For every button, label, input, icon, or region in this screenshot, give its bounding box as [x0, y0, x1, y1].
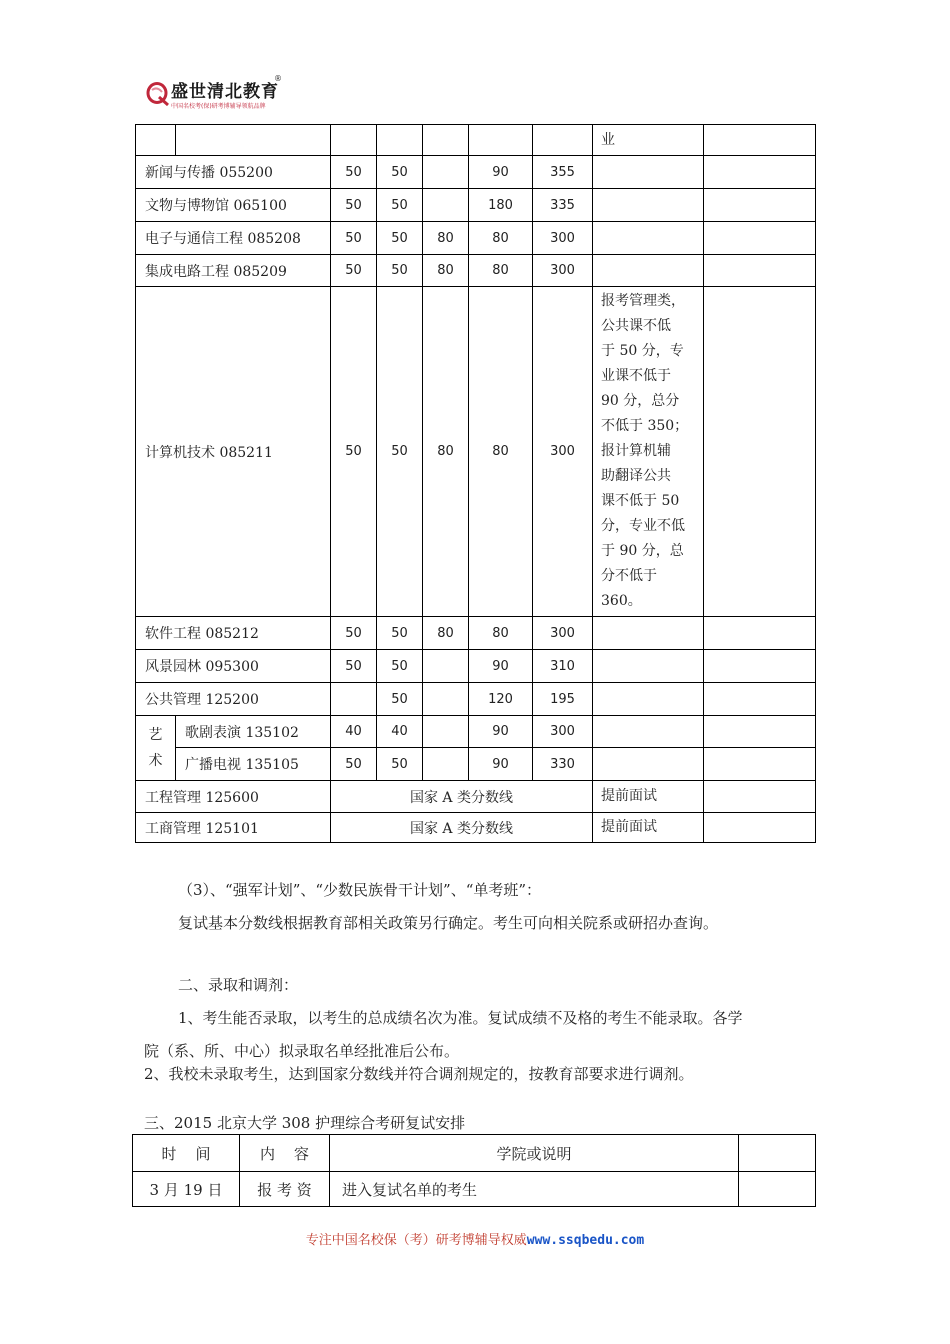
paragraph-retest-line: 复试基本分数线根据教育部相关政策另行确定。考生可向相关院系或研招办查询。: [178, 914, 719, 932]
total-cell: 300: [533, 617, 593, 650]
national-line-cell: 国家 A 类分数线: [331, 813, 593, 843]
paragraph-admission-1a: 1、考生能否录取，以考生的总成绩名次为准。复试成绩不及格的考生不能录取。各学: [178, 1009, 743, 1027]
schedule-description: 进入复试名单的考生: [330, 1172, 739, 1207]
schedule-extra: [739, 1172, 816, 1207]
score-cell: [423, 716, 469, 748]
program-name: 工商管理 125101: [136, 813, 331, 843]
score-cell: 40: [331, 716, 377, 748]
column-header-content: 内 容: [240, 1135, 330, 1172]
note-line: 于 90 分，总: [601, 543, 684, 559]
program-name: 公共管理 125200: [136, 683, 331, 716]
score-cell: 180: [469, 189, 533, 222]
score-cell: 80: [423, 617, 469, 650]
table-row: [136, 255, 816, 287]
art-label-char: 艺: [148, 727, 163, 743]
score-cell: 50: [377, 683, 423, 716]
footer-tagline: 专注中国名校保（考）研考博辅导权威: [305, 1233, 527, 1248]
total-cell: 195: [533, 683, 593, 716]
table-row: [136, 716, 816, 748]
note-cell: 提前面试: [593, 813, 704, 843]
program-name: 歌剧表演 135102: [176, 716, 331, 748]
program-name: 风景园林 095300: [136, 650, 331, 683]
table-row: [136, 189, 816, 222]
score-cell: 50: [377, 617, 423, 650]
table-header-row: [133, 1135, 816, 1172]
note-line: 报考管理类，: [601, 293, 685, 309]
table-row: [136, 156, 816, 189]
program-name: 工程管理 125600: [136, 781, 331, 813]
note-cell: 提前面试: [593, 781, 704, 813]
note-cell: [593, 287, 704, 617]
score-cell: 50: [331, 255, 377, 287]
art-label-char: 术: [148, 753, 163, 769]
paragraph-admission-1b: 院（系、所、中心）拟录取名单经批准后公布。: [144, 1042, 460, 1060]
national-line-cell: 国家 A 类分数线: [331, 781, 593, 813]
program-name: 电子与通信工程 085208: [136, 222, 331, 255]
score-cell: 90: [469, 716, 533, 748]
score-cell: 80: [423, 255, 469, 287]
program-name: 新闻与传播 055200: [136, 156, 331, 189]
score-cell: 80: [469, 287, 533, 617]
score-cell: 50: [377, 189, 423, 222]
total-cell: 310: [533, 650, 593, 683]
total-cell: 330: [533, 748, 593, 781]
brand-slogan: 中国名校考(保)研考博辅导领航品牌: [171, 103, 266, 110]
brand-q-logo-icon: [146, 80, 170, 106]
score-cell: [423, 683, 469, 716]
program-name: 广播电视 135105: [176, 748, 331, 781]
score-cell: 50: [377, 255, 423, 287]
table-row: [136, 125, 816, 156]
schedule-date: 3 月 19 日: [133, 1172, 240, 1207]
program-name: 集成电路工程 085209: [136, 255, 331, 287]
score-line-table: [135, 124, 816, 843]
score-cell: 50: [377, 650, 423, 683]
score-cell: 50: [331, 287, 377, 617]
page-footer: [0, 1229, 950, 1248]
table-row: [136, 650, 816, 683]
score-cell: 40: [377, 716, 423, 748]
score-cell: 80: [469, 617, 533, 650]
score-cell: 50: [331, 748, 377, 781]
art-group-label: [136, 716, 176, 781]
score-cell: [423, 650, 469, 683]
note-line: 业课不低于: [601, 368, 671, 384]
table-row: [136, 813, 816, 843]
score-cell: 80: [423, 222, 469, 255]
score-cell: [423, 748, 469, 781]
note-line: 90 分，总分: [601, 393, 680, 409]
note-line: 分，专业不低: [601, 518, 685, 534]
column-header-college: 学院或说明: [330, 1135, 739, 1172]
note-line: 不低于 350；: [601, 418, 689, 434]
program-name: 计算机技术 085211: [136, 287, 331, 617]
footer-url-link[interactable]: www.ssqbedu.com: [526, 1233, 645, 1248]
score-cell: 80: [469, 255, 533, 287]
score-cell: [423, 156, 469, 189]
note-line: 公共课不低: [601, 318, 671, 334]
column-header-time: 时 间: [133, 1135, 240, 1172]
note-cell: 业: [593, 125, 704, 156]
note-line: 分不低于: [601, 568, 657, 584]
score-cell: 50: [331, 156, 377, 189]
table-row: [136, 781, 816, 813]
retest-schedule-table: [132, 1134, 816, 1207]
brand-name: 盛世清北教育: [171, 82, 279, 102]
brand-logo: [146, 74, 296, 114]
score-cell: 90: [469, 748, 533, 781]
registered-mark: ®: [274, 74, 282, 83]
table-row: [136, 287, 816, 617]
total-cell: 300: [533, 255, 593, 287]
score-cell: 50: [331, 650, 377, 683]
score-cell: 50: [377, 222, 423, 255]
score-cell: 50: [331, 189, 377, 222]
section-heading-schedule: 三、2015 北京大学 308 护理综合考研复试安排: [144, 1114, 466, 1132]
total-cell: 335: [533, 189, 593, 222]
score-cell: 50: [331, 617, 377, 650]
score-cell: 80: [423, 287, 469, 617]
table-row: [136, 683, 816, 716]
score-cell: 90: [469, 156, 533, 189]
score-cell: 120: [469, 683, 533, 716]
score-cell: 50: [331, 222, 377, 255]
score-cell: 50: [377, 748, 423, 781]
schedule-content: 报 考 资: [240, 1172, 330, 1207]
score-cell: 50: [377, 156, 423, 189]
total-cell: 300: [533, 287, 593, 617]
note-line: 报计算机辅: [601, 443, 671, 459]
paragraph-special-plans: （3）、“强军计划”、“少数民族骨干计划”、“单考班”：: [178, 881, 542, 899]
note-line: 课不低于 50: [601, 493, 680, 509]
section-heading-admission: 二、录取和调剂：: [178, 976, 299, 994]
total-cell: 300: [533, 222, 593, 255]
score-cell: [331, 683, 377, 716]
score-cell: 90: [469, 650, 533, 683]
total-cell: 300: [533, 716, 593, 748]
total-cell: 355: [533, 156, 593, 189]
score-cell: 50: [377, 287, 423, 617]
column-header-extra: [739, 1135, 816, 1172]
note-line: 360。: [601, 593, 642, 609]
program-name: 软件工程 085212: [136, 617, 331, 650]
paragraph-admission-2: 2、我校未录取考生，达到国家分数线并符合调剂规定的，按教育部要求进行调剂。: [144, 1065, 694, 1083]
table-row: [136, 222, 816, 255]
table-row: [136, 748, 816, 781]
note-line: 助翻译公共: [601, 468, 671, 484]
table-row: [136, 617, 816, 650]
program-name: 文物与博物馆 065100: [136, 189, 331, 222]
score-cell: 80: [469, 222, 533, 255]
table-row: [133, 1172, 816, 1207]
score-cell: [423, 189, 469, 222]
note-line: 于 50 分，专: [601, 343, 684, 359]
